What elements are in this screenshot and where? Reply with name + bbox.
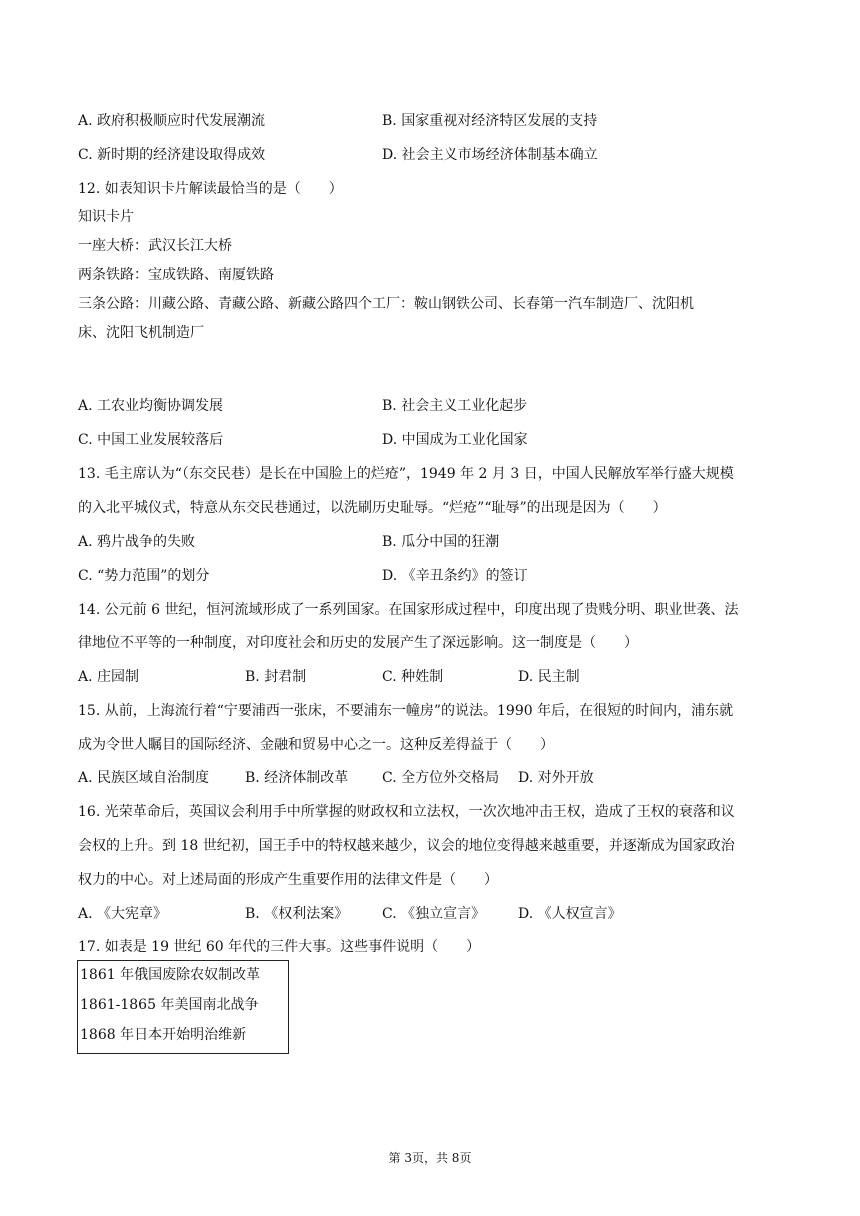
q12-option-b: B. 社会主义工业化起步	[382, 398, 528, 414]
q15-option-d: D. 对外开放	[518, 770, 594, 786]
q13-stem: 13. 毛主席认为“（东交民巷）是长在中国脸上的烂疮”，1949 年 2 月 3 日，中国人民解放军举行盛大规模	[78, 466, 734, 482]
q11-option-d: D. 社会主义市场经济体制基本确立	[382, 147, 598, 163]
q12-option-a: A. 工农业均衡协调发展	[78, 398, 224, 414]
q13-option-d: D. 《辛丑条约》的签订	[382, 568, 528, 584]
q16-stem: 16. 光荣革命后，英国议会利用手中所掌握的财政权和立法权，一次次地冲击王权，造成了王权的衰落和议	[78, 804, 735, 820]
q16-stem: 权力的中心。对上述局面的形成产生重要作用的法律文件是（ ）	[78, 872, 498, 888]
q14-stem: 律地位不平等的一种制度，对印度社会和历史的发展产生了深远影响。这一制度是（ ）	[78, 635, 638, 651]
q17-events-table	[77, 960, 289, 1054]
q14-option-c: C. 种姓制	[382, 669, 444, 685]
q12-card-title: 知识卡片	[78, 209, 134, 225]
q15-stem: 成为令世人瞩目的国际经济、金融和贸易中心之一。这种反差得益于（ ）	[78, 737, 554, 753]
q13-stem: 的入北平城仪式，特意从东交民巷通过，以洗刷历史耻辱。“烂疮”“耻辱”的出现是因为（ ）	[78, 500, 667, 516]
q12-card-line: 一座大桥：武汉长江大桥	[78, 238, 232, 254]
table-row: 1861-1865 年美国南北战争	[80, 997, 259, 1013]
q15-stem: 15. 从前，上海流行着“宁要浦西一张床，不要浦东一幢房”的说法。1990 年后，在很短的时间内，浦东就	[78, 703, 734, 719]
q14-option-b: B. 封君制	[245, 669, 307, 685]
table-row: 1861 年俄国废除农奴制改革	[80, 967, 261, 983]
q12-card-line: 两条铁路：宝成铁路、南厦铁路	[78, 267, 274, 283]
q15-option-a: A. 民族区域自治制度	[78, 770, 210, 786]
page-footer: 第 3页，共 8页	[388, 1151, 472, 1165]
q13-option-c: C. “势力范围”的划分	[78, 568, 210, 584]
q14-option-d: D. 民主制	[518, 669, 580, 685]
q11-option-b: B. 国家重视对经济特区发展的支持	[382, 113, 598, 129]
q12-card-line: 三条公路：川藏公路、青藏公路、新藏公路四个工厂：鞍山钢铁公司、长春第一汽车制造厂、沈阳机	[78, 296, 694, 312]
q11-option-c: C. 新时期的经济建设取得成效	[78, 147, 266, 163]
q13-option-b: B. 瓜分中国的狂潮	[382, 534, 500, 550]
q12-card-line: 床、沈阳飞机制造厂	[78, 325, 204, 341]
table-row: 1868 年日本开始明治维新	[80, 1027, 247, 1043]
q13-option-a: A. 鸦片战争的失败	[78, 534, 196, 550]
q12-option-d: D. 中国成为工业化国家	[382, 432, 528, 448]
q16-option-d: D. 《人权宣言》	[518, 906, 622, 922]
q16-option-b: B. 《权利法案》	[245, 906, 349, 922]
q15-option-b: B. 经济体制改革	[245, 770, 349, 786]
q14-option-a: A. 庄园制	[78, 669, 140, 685]
q16-stem: 会权的上升。到 18 世纪初，国王手中的特权越来越少，议会的地位变得越来越重要，并逐渐成为国家政治	[78, 838, 735, 854]
q12-stem: 12. 如表知识卡片解读最恰当的是（ ）	[78, 181, 343, 197]
q17-stem: 17. 如表是 19 世纪 60 年代的三件大事。这些事件说明（ ）	[78, 939, 481, 955]
q15-option-c: C. 全方位外交格局	[382, 770, 500, 786]
q16-option-a: A. 《大宪章》	[78, 906, 168, 922]
q11-option-a: A. 政府积极顺应时代发展潮流	[78, 113, 266, 129]
q16-option-c: C. 《独立宣言》	[382, 906, 486, 922]
q14-stem: 14. 公元前 6 世纪，恒河流域形成了一系列国家。在国家形成过程中，印度出现了贵贱分明、职业世袭、法	[78, 602, 739, 618]
q12-option-c: C. 中国工业发展较落后	[78, 432, 224, 448]
